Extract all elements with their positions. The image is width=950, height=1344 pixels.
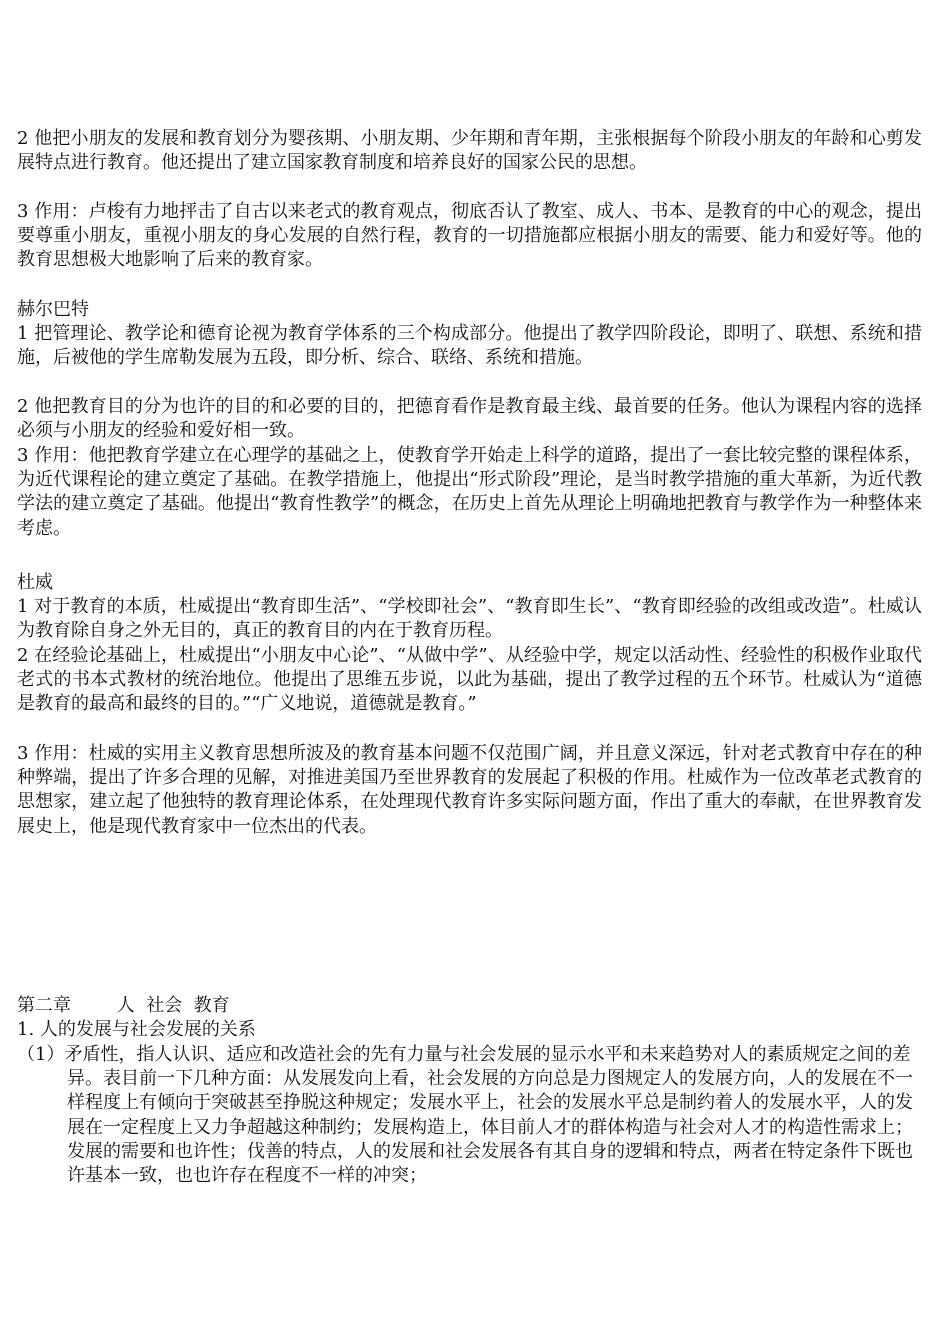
- list-item: （1）矛盾性，指人认识、适应和改造社会的先有力量与社会发展的显示水平和未来趋势对人的素质规定之间的差异。表目前一下几种方面：从发展发向上看，社会发展的方向总是力图规定人的发展方向，人的发展在不一样程度上有倾向于突破甚至挣脱这种规定；发展水平上，社会的发展水平总是制约着人的发展水平，人的发展在一定程度上又力争超越这种制约；发展构造上，体目前人才的群体构造与社会对人才的构造性需求上；发展的需要和也许性；伐善的特点，人的发展和社会发展各有其自身的逻辑和特点，两者在特定条件下既也许基本一致，也也许存在程度不一样的冲突；: [17, 1044, 913, 1187]
- section-heading: 1. 人的发展与社会发展的关系: [17, 1019, 256, 1040]
- herbart-point-2: 2 他把教育目的分为也许的目的和必要的目的，把德育看作是教育最主线、最首要的任务。他认为课程内容的选择必须与小朋友的经验和爱好相一致。: [17, 396, 922, 442]
- herbart-point-1: 1 把管理论、教学论和德育论视为教育学体系的三个构成部分。他提出了教学四阶段论，即明了、联想、系统和措施，后被他的学生席勒发展为五段，即分析、综合、联络、系统和措施。: [17, 323, 922, 369]
- chapter-title: 第二章 人 社会 教育: [17, 995, 230, 1016]
- herbart-heading: 赫尔巴特: [17, 299, 89, 320]
- rousseau-point-2: 2 他把小朋友的发展和教育划分为婴孩期、小朋友期、少年期和青年期，主张根据每个阶段小朋友的年龄和心剪发展特点进行教育。他还提出了建立国家教育制度和培养良好的国家公民的思想。: [17, 128, 922, 174]
- dewey-heading: 杜威: [17, 572, 53, 593]
- dewey-point-2: 2 在经验论基础上，杜威提出“小朋友中心论”、“从做中学”、从经验中学，规定以活动性、经验性的积极作业取代老式的书本式教材的统治地位。他提出了思维五步说，以此为基础，提出了教学过程的五个环节。杜威认为“道德是教育的最高和最终的目的。”“广义地说，道德就是教育。”: [17, 645, 922, 715]
- herbart-point-3: 3 作用：他把教育学建立在心理学的基础之上，使教育学开始走上科学的道路，提出了一套比较完整的课程体系，为近代课程论的建立奠定了基础。在教学措施上，他提出“形式阶段”理论，是当时教学措施的重大革新，为近代教学法的建立奠定了基础。他提出“教育性教学”的概念，在历史上首先从理论上明确地把教育与教学作为一种整体来考虑。: [17, 445, 922, 539]
- rousseau-point-3: 3 作用：卢梭有力地抨击了自古以来老式的教育观点，彻底否认了教室、成人、书本、是教育的中心的观念，提出要尊重小朋友，重视小朋友的身心发展的自然行程，教育的一切措施都应根据小朋友的需要、能力和爱好等。他的教育思想极大地影响了后来的教育家。: [17, 201, 922, 271]
- dewey-point-3: 3 作用：杜威的实用主义教育思想所波及的教育基本问题不仅范围广阔，并且意义深远，针对老式教育中存在的种种弊端，提出了许多合理的见解，对推进美国乃至世界教育的发展起了积极的作用。杜威作为一位改革老式教育的思想家，建立起了他独特的教育理论体系，在处理现代教育许多实际问题方面，作出了重大的奉献，在世界教育发展史上，他是现代教育家中一位杰出的代表。: [17, 743, 922, 837]
- dewey-point-1: 1 对于教育的本质，杜威提出“教育即生活”、“学校即社会”、“教育即生长”、“教育即经验的改组或改造”。杜威认为教育除自身之外无目的，真正的教育目的内在于教育历程。: [17, 596, 922, 642]
